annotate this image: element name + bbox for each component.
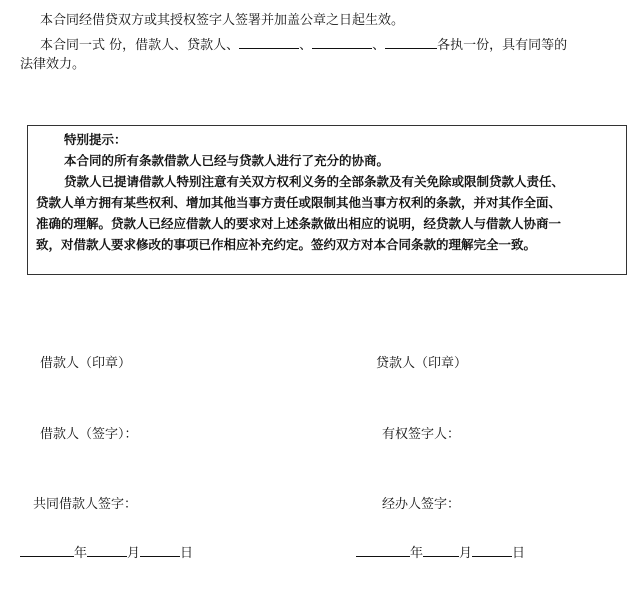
month-label: 月 xyxy=(127,546,141,561)
notice-line-3: 贷款人单方拥有某些权利、增加其他当事方责任或限制其他当事方权利的条款，并对其作全面、 xyxy=(36,195,562,210)
copies-clause-prefix: 本合同一式 份，借款人、贷款人、 xyxy=(40,38,240,53)
lender-day-blank[interactable] xyxy=(472,543,512,557)
borrower-month-blank[interactable] xyxy=(87,543,127,557)
day-label: 日 xyxy=(512,546,526,561)
copies-blank-2[interactable] xyxy=(312,35,372,49)
special-notice-box xyxy=(27,125,627,275)
copies-blank-1[interactable] xyxy=(239,35,299,49)
copies-blank-3[interactable] xyxy=(385,35,437,49)
lender-date-line xyxy=(356,543,525,563)
co-borrower-sign-label: 共同借款人签字： xyxy=(33,497,138,512)
notice-line-2: 贷款人已提请借款人特别注意有关双方权利义务的全部条款及有关免除或限制贷款人责任、 xyxy=(64,174,565,189)
borrower-sign-label: 借款人（签字）： xyxy=(40,427,138,442)
notice-line-4: 准确的理解。贷款人已经应借款人的要求对上述条款做出相应的说明，经贷款人与借款人协商一 xyxy=(36,216,562,231)
copies-clause-continuation: 法律效力。 xyxy=(20,57,86,72)
copies-sep-1: 、 xyxy=(299,38,313,53)
copies-clause-suffix: 各执一份，具有同等的 xyxy=(437,38,568,53)
borrower-date-line xyxy=(20,543,193,563)
year-label: 年 xyxy=(410,546,424,561)
lender-seal-label: 贷款人（印章） xyxy=(376,356,468,371)
lender-year-blank[interactable] xyxy=(356,543,410,557)
effective-clause: 本合同经借贷双方或其授权签字人签署并加盖公章之日起生效。 xyxy=(40,13,405,28)
borrower-day-blank[interactable] xyxy=(140,543,180,557)
notice-title: 特别提示： xyxy=(64,132,127,147)
month-label: 月 xyxy=(459,546,473,561)
handler-sign-label: 经办人签字： xyxy=(382,497,461,512)
borrower-year-blank[interactable] xyxy=(20,543,74,557)
year-label: 年 xyxy=(74,546,88,561)
lender-month-blank[interactable] xyxy=(423,543,459,557)
copies-clause xyxy=(40,35,567,55)
day-label: 日 xyxy=(180,546,194,561)
authorized-signer-label: 有权签字人： xyxy=(382,427,461,442)
copies-sep-2: 、 xyxy=(372,38,386,53)
notice-line-5: 致，对借款人要求修改的事项已作相应补充约定。签约双方对本合同条款的理解完全一致。 xyxy=(36,237,537,252)
notice-line-1: 本合同的所有条款借款人已经与贷款人进行了充分的协商。 xyxy=(64,153,390,168)
borrower-seal-label: 借款人（印章） xyxy=(40,356,132,371)
